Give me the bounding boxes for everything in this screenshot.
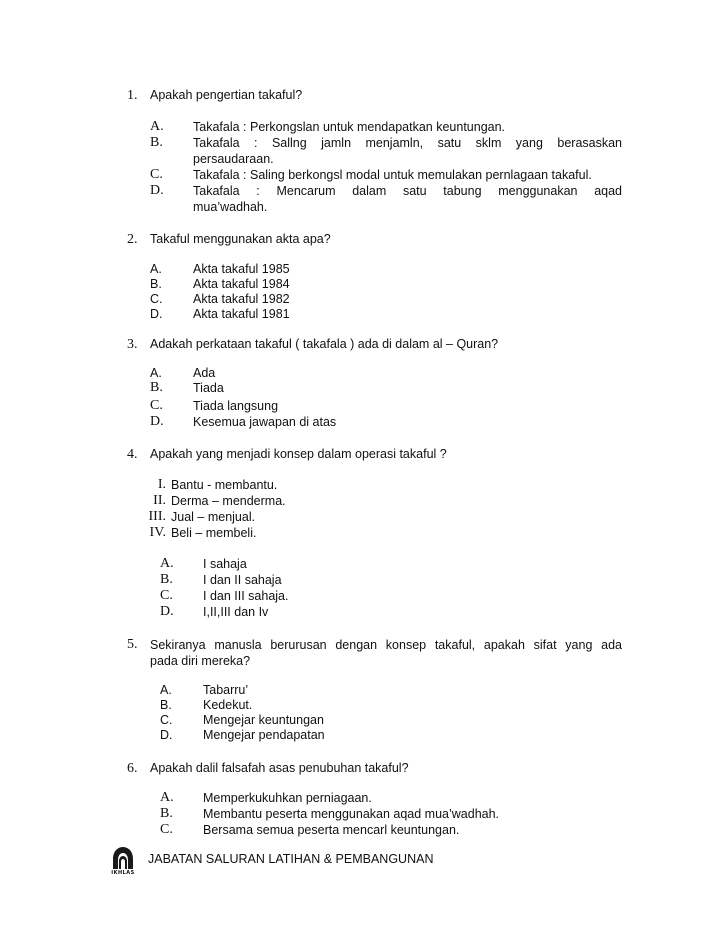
question-6-options (160, 790, 560, 840)
option-text: Takafala : Perkongslan untuk mendapatkan keuntungan. (193, 120, 506, 134)
question-text-cont: pada diri mereka? (150, 654, 251, 668)
option-text: Akta takaful 1981 (193, 307, 290, 321)
option-text: Membantu peserta menggunakan aqad mua’wadhah. (203, 807, 500, 821)
option-text: Akta takaful 1985 (193, 262, 290, 276)
option-text: Tabarru’ (203, 683, 249, 697)
question-number: 5. (127, 637, 138, 652)
roman-numeral: I. (157, 477, 166, 492)
question-1-options (150, 119, 622, 219)
question-3 (127, 337, 498, 353)
question-text: Sekiranya manusla berurusan dengan konsep takaful, apakah sifat yang ada (150, 638, 622, 652)
option-text: Kedekut. (203, 698, 253, 712)
footer-text: JABATAN SALURAN LATIHAN & PEMBANGUNAN (148, 852, 434, 866)
question-1 (127, 88, 302, 104)
option-text: Tiada langsung (193, 399, 279, 413)
question-text: Apakah yang menjadi konsep dalam operasi takaful ? (150, 447, 447, 461)
option-letter: B. (160, 698, 172, 712)
option-letter: D. (150, 307, 163, 321)
option-text: Bersama semua peserta mencarl keuntungan. (203, 823, 460, 837)
option-letter: C. (150, 292, 163, 306)
option-text: I,II,III dan Iv (203, 605, 269, 619)
option-letter: B. (150, 380, 163, 395)
question-number: 4. (127, 447, 138, 462)
ikhlas-logo (108, 845, 138, 877)
question-4 (127, 447, 447, 463)
option-letter: C. (160, 822, 173, 837)
logo-text: IKHLAS (111, 870, 135, 876)
option-letter: C. (160, 588, 173, 603)
option-text: Ada (193, 366, 216, 380)
option-text: Tiada (193, 381, 224, 395)
question-text: Adakah perkataan takaful ( takafala ) ada di dalam al – Quran? (150, 337, 499, 351)
roman-numeral: II. (153, 493, 166, 508)
question-2-options (150, 262, 450, 326)
option-text-cont: mua’wadhah. (193, 200, 268, 214)
option-letter: C. (150, 167, 163, 182)
option-letter: B. (150, 277, 162, 291)
option-text: Akta takaful 1982 (193, 292, 290, 306)
question-4-options (160, 556, 460, 622)
option-letter: D. (160, 604, 174, 619)
statement-text: Beli – membeli. (171, 526, 257, 540)
option-text: Memperkukuhkan perniagaan. (203, 791, 372, 805)
question-number: 1. (127, 88, 138, 103)
option-letter: B. (160, 806, 173, 821)
option-letter: D. (150, 183, 164, 198)
statement-text: Bantu - membantu. (171, 478, 278, 492)
statement-text: Derma – menderma. (171, 494, 286, 508)
option-letter: A. (160, 790, 174, 805)
option-text: Takafala : Mencarum dalam satu tabung menggunakan aqad (193, 184, 622, 198)
option-text: Takafala : Saling berkongsl modal untuk memulakan pernlagaan takaful. (193, 168, 592, 182)
question-text: Apakah dalil falsafah asas penubuhan takaful? (150, 761, 409, 775)
option-text: Mengejar keuntungan (203, 713, 324, 727)
option-text: I dan II sahaja (203, 573, 282, 587)
option-text: Kesemua jawapan di atas (193, 415, 337, 429)
option-letter: B. (160, 572, 173, 587)
option-letter: D. (150, 414, 164, 429)
option-letter: C. (160, 713, 173, 727)
option-text: Mengejar pendapatan (203, 728, 325, 742)
option-letter: A. (150, 119, 164, 134)
question-4-statements (126, 477, 426, 541)
option-text: I sahaja (203, 557, 247, 571)
question-number: 3. (127, 337, 138, 352)
option-letter: A. (150, 262, 162, 276)
statement-text: Jual – menjual. (171, 510, 256, 524)
option-letter: B. (150, 135, 163, 150)
option-letter: D. (160, 728, 173, 742)
question-5 (127, 638, 622, 670)
option-text: I dan III sahaja. (203, 589, 289, 603)
question-2 (127, 232, 331, 248)
option-text: Takafala : Sallng jamln menjamln, satu sklm yang berasaskan (193, 136, 622, 150)
option-letter: A. (150, 366, 162, 380)
option-letter: A. (160, 556, 174, 571)
roman-numeral: IV. (149, 525, 166, 540)
option-text: Akta takaful 1984 (193, 277, 290, 291)
question-text: Apakah pengertian takaful? (150, 88, 303, 102)
question-text: Takaful menggunakan akta apa? (150, 232, 331, 246)
question-6 (127, 761, 409, 777)
option-text-cont: persaudaraan. (193, 152, 274, 166)
option-letter: C. (150, 398, 163, 413)
question-number: 2. (127, 232, 138, 247)
question-number: 6. (127, 761, 138, 776)
question-5-options (160, 683, 460, 747)
roman-numeral: III. (148, 509, 166, 524)
question-3-options (150, 366, 450, 432)
option-letter: A. (160, 683, 172, 697)
